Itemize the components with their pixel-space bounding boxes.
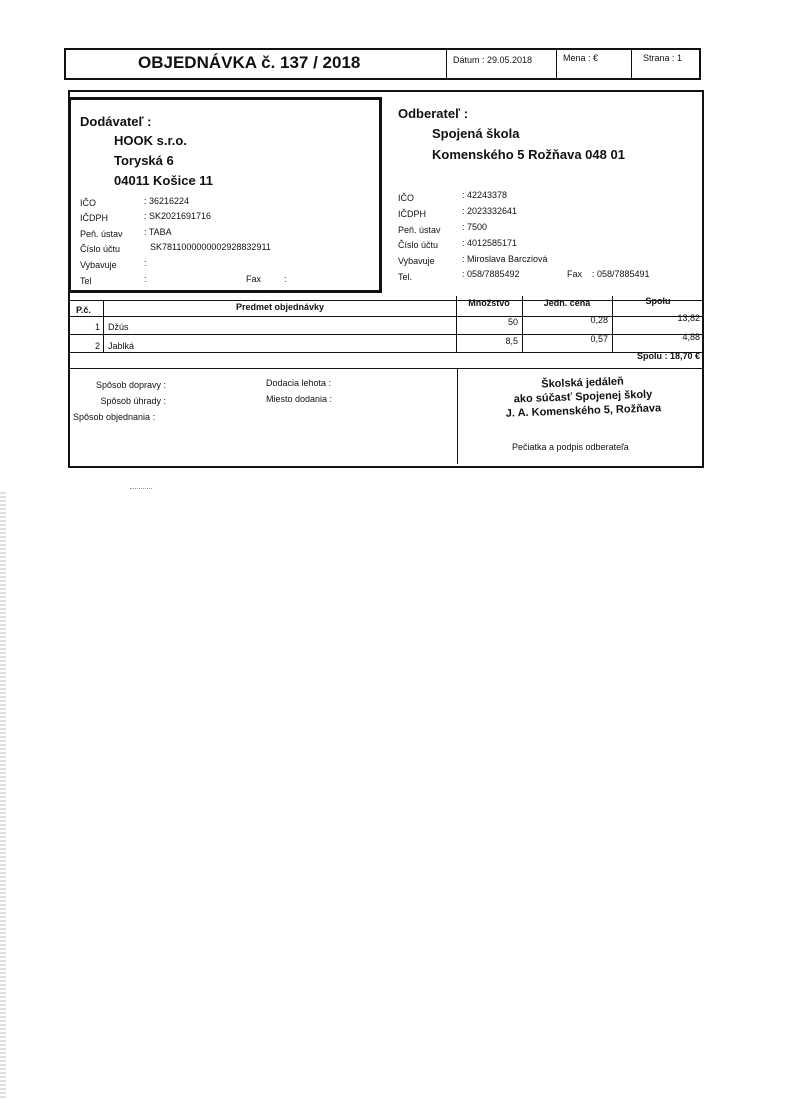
supplier-fax-value: :: [284, 274, 287, 284]
supplier-city: 04011 Košice 11: [114, 173, 214, 188]
customer-heading: Odberateľ :: [398, 106, 469, 121]
ordering-label: Spôsob objednania :: [73, 412, 156, 422]
col-header-total: Spolu: [645, 296, 671, 306]
order-date: Dátum : 29.05.2018: [453, 55, 533, 65]
customer-ico-value: : 42243378: [462, 190, 508, 200]
customer-name: Spojená škola: [432, 126, 520, 141]
supplier-icdph-label: IČDPH: [80, 213, 109, 223]
col-header-unit: Jedn. cena: [543, 298, 591, 308]
col-header-item: Predmet objednávky: [235, 302, 325, 312]
customer-bank-value: : 7500: [462, 222, 488, 232]
supplier-account-value: SK7811000000002928832911: [150, 242, 271, 252]
supplier-handler-label: Vybavuje: [80, 260, 117, 270]
col-header-qty: Množstvo: [468, 298, 510, 308]
customer-handler-value: : Miroslava Barcziová: [462, 254, 548, 264]
supplier-ico-value: : 36216224: [144, 196, 190, 206]
customer-address: Komenského 5 Rožňava 048 01: [432, 147, 625, 162]
table-row-1-no: 1: [94, 322, 100, 332]
order-title: OBJEDNÁVKA č. 137 / 2018: [138, 53, 361, 72]
order-page: Strana : 1: [643, 53, 683, 63]
table-row-2-qty: 8,5: [505, 336, 518, 346]
supplier-bank-value: : TABA: [144, 227, 172, 237]
order-sum: Spolu : 18,70 €: [636, 351, 700, 361]
school-stamp: [469, 372, 696, 422]
table-row-1-unit: 0,28: [590, 315, 608, 325]
table-row-1-qty: 50: [507, 317, 518, 327]
table-row-2-total: 4,88: [682, 332, 700, 342]
customer-ico-label: IČO: [398, 193, 415, 203]
customer-tel-value: : 058/7885492: [462, 269, 520, 279]
table-row-2-no: 2: [94, 341, 100, 351]
customer-handler-label: Vybavuje: [398, 256, 435, 266]
supplier-bank-label: Peň. ústav: [80, 229, 123, 239]
supplier-ico-label: IČO: [80, 198, 97, 208]
table-row-2-item: Jablká: [108, 341, 135, 351]
supplier-heading: Dodávateľ :: [80, 114, 152, 129]
supplier-tel-label: Tel: [80, 276, 92, 286]
scan-edge-artifact: [0, 492, 6, 1100]
payment-label: Spôsob úhrady :: [100, 396, 166, 406]
table-row-1-item: Džús: [108, 322, 129, 332]
supplier-name: HOOK s.r.o.: [114, 133, 187, 148]
order-currency: Mena : €: [563, 53, 599, 63]
table-row-1-total: 13,82: [677, 313, 700, 323]
customer-account-value: : 4012585171: [462, 238, 518, 248]
stamp-line-3: J. A. Komenského 5, Rožňava: [505, 402, 662, 420]
customer-account-label: Číslo účtu: [398, 240, 439, 250]
supplier-fax-label: Fax: [246, 274, 262, 284]
customer-tel-label: Tel.: [398, 272, 413, 282]
delivery-place-label: Miesto dodania :: [266, 394, 333, 404]
customer-fax-value: : 058/7885491: [592, 269, 650, 279]
supplier-account-label: Číslo účtu: [80, 244, 121, 254]
customer-fax-label: Fax: [567, 269, 583, 279]
customer-bank-label: Peň. ústav: [398, 225, 441, 235]
delivery-time-label: Dodacia lehota :: [266, 378, 332, 388]
signature-caption: Pečiatka a podpis odberateľa: [512, 442, 629, 452]
supplier-icdph-value: : SK2021691716: [144, 211, 212, 221]
transport-label: Spôsob dopravy :: [95, 380, 166, 390]
scan-speck: [130, 488, 152, 489]
stamp-line-1: Školská jedáleň: [541, 375, 624, 391]
customer-icdph-value: : 2023332641: [462, 206, 518, 216]
stamp-line-2: ako súčasť Spojenej školy: [513, 388, 653, 406]
supplier-street: Toryská 6: [114, 153, 174, 168]
supplier-handler-value: :: [144, 258, 147, 268]
customer-icdph-label: IČDPH: [398, 209, 427, 219]
supplier-tel-value: :: [144, 274, 147, 284]
col-header-no: P.č.: [76, 305, 91, 315]
table-row-2-unit: 0,57: [590, 334, 608, 344]
